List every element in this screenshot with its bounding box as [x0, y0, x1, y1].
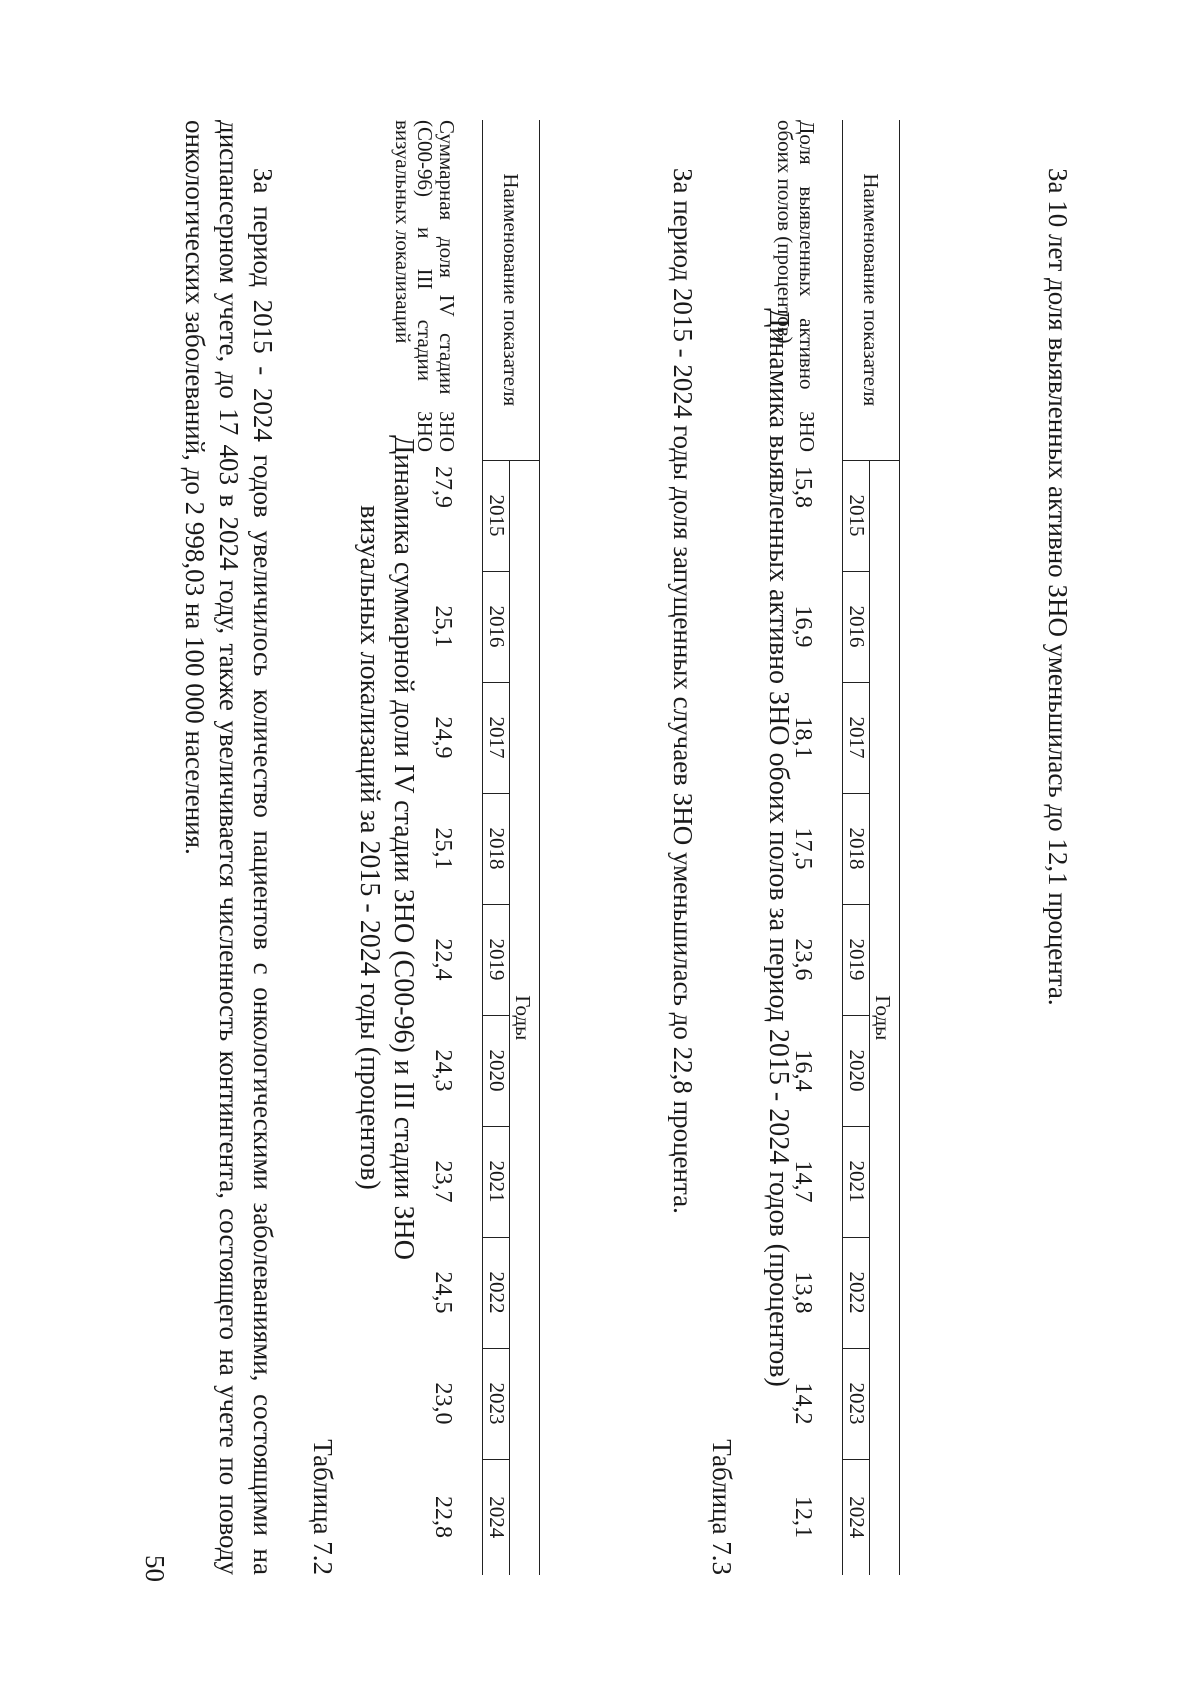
paragraph-after-table-7-3: За 10 лет доля выявленных активно ЗНО уменьшилась до 12,1 процента. [1043, 168, 1073, 1006]
table-7-3-year-header: 2016 [843, 571, 870, 682]
table-7-3-year-header: 2017 [843, 682, 870, 793]
table-7-2 [392, 120, 540, 1575]
table-7-2-year-header: 2015 [483, 460, 510, 571]
table-7-2-year-header: 2020 [483, 1015, 510, 1126]
table-7-3-value: 18,1 [790, 716, 816, 759]
table-7-3-years-header: Годы [870, 460, 900, 1575]
table-7-2-value: 23,0 [430, 1382, 456, 1425]
table-7-3-year-header: 2021 [843, 1126, 870, 1237]
table-7-2-value: 24,9 [430, 716, 456, 759]
table-7-2-years-header: Годы [510, 460, 540, 1575]
intro-paragraph: За период 2015 - 2024 годов увеличилось количество пациентов с онкологическими заболеваниями, состоящими на диспансерном учете, до 17 403 в 2024 году, также увеличивается численность контингента, состоящего на учете по поводу онкологических заболеваний, до 2 998,03 на 100 000 населения. [180, 120, 278, 1575]
table-7-2-caption: Таблица 7.2 [308, 1439, 338, 1575]
table-7-3-title: Динамика выявленных активно ЗНО обоих полов за период 2015 - 2024 годов (процентов) [763, 308, 794, 1387]
table-7-2-title-line2: визуальных локализаций за 2015 - 2024 годы (процентов) [354, 505, 385, 1190]
table-7-3-caption: Таблица 7.3 [707, 1439, 737, 1575]
table-7-3-row [774, 120, 843, 1575]
table-7-2-name-header: Наименование показателя [483, 120, 540, 460]
table-7-2-year-header: 2017 [483, 682, 510, 793]
table-7-2-year-header: 2023 [483, 1348, 510, 1459]
table-7-3-value: 14,2 [790, 1382, 816, 1425]
table-7-3 [774, 120, 900, 1575]
table-7-3-value: 23,6 [790, 938, 816, 981]
table-7-2-value: 24,5 [430, 1271, 456, 1314]
table-7-3-value: 16,9 [790, 605, 816, 648]
table-7-2-row-label: Суммарная доля IV стадии ЗНО (C00-96) и III стадии ЗНО визуальных локализаций [391, 120, 459, 452]
table-7-3-value: 17,5 [790, 827, 816, 870]
table-7-2-year-header: 2019 [483, 904, 510, 1015]
table-7-3-value: 13,8 [790, 1271, 816, 1314]
table-7-2-value: 25,1 [430, 827, 456, 870]
table-7-3-year-header: 2023 [843, 1348, 870, 1459]
paragraph-after-table-7-2: За период 2015 - 2024 годы доля запущенных случаев ЗНО уменьшилась до 22,8 процента. [668, 168, 698, 1214]
table-7-2-year-header: 2018 [483, 793, 510, 904]
table-7-3-year-header: 2018 [843, 793, 870, 904]
table-7-2-value: 24,3 [430, 1049, 456, 1092]
table-7-3-row-label: Доля выявленных активно ЗНО обоих полов (процентов) [773, 120, 819, 452]
table-7-2-value: 22,8 [430, 1496, 456, 1538]
table-7-2-year-header: 2024 [483, 1459, 510, 1575]
table-7-2-value: 27,9 [430, 466, 456, 508]
table-7-2-year-header: 2022 [483, 1237, 510, 1348]
table-7-3-year-header: 2019 [843, 904, 870, 1015]
table-7-2-value: 23,7 [430, 1160, 456, 1203]
table-7-3-value: 12,1 [790, 1496, 816, 1538]
page-number: 50 [140, 1555, 170, 1582]
table-7-3-value: 14,7 [790, 1160, 816, 1203]
table-7-3-year-header: 2024 [843, 1459, 870, 1575]
table-7-2-year-header: 2016 [483, 571, 510, 682]
table-7-2-value: 22,4 [430, 938, 456, 981]
table-7-2-year-header: 2021 [483, 1126, 510, 1237]
table-7-3-value: 16,4 [790, 1049, 816, 1092]
table-7-3-year-header: 2015 [843, 460, 870, 571]
table-7-3-name-header: Наименование показателя [843, 120, 900, 460]
table-7-2-row [392, 120, 483, 1575]
table-7-2-title-line1: Динамика суммарной доли IV стадии ЗНО (C00-96) и III стадии ЗНО [388, 435, 419, 1260]
table-7-2-value: 25,1 [430, 605, 456, 648]
table-7-3-value: 15,8 [790, 466, 816, 508]
table-7-3-year-header: 2020 [843, 1015, 870, 1126]
table-7-3-year-header: 2022 [843, 1237, 870, 1348]
